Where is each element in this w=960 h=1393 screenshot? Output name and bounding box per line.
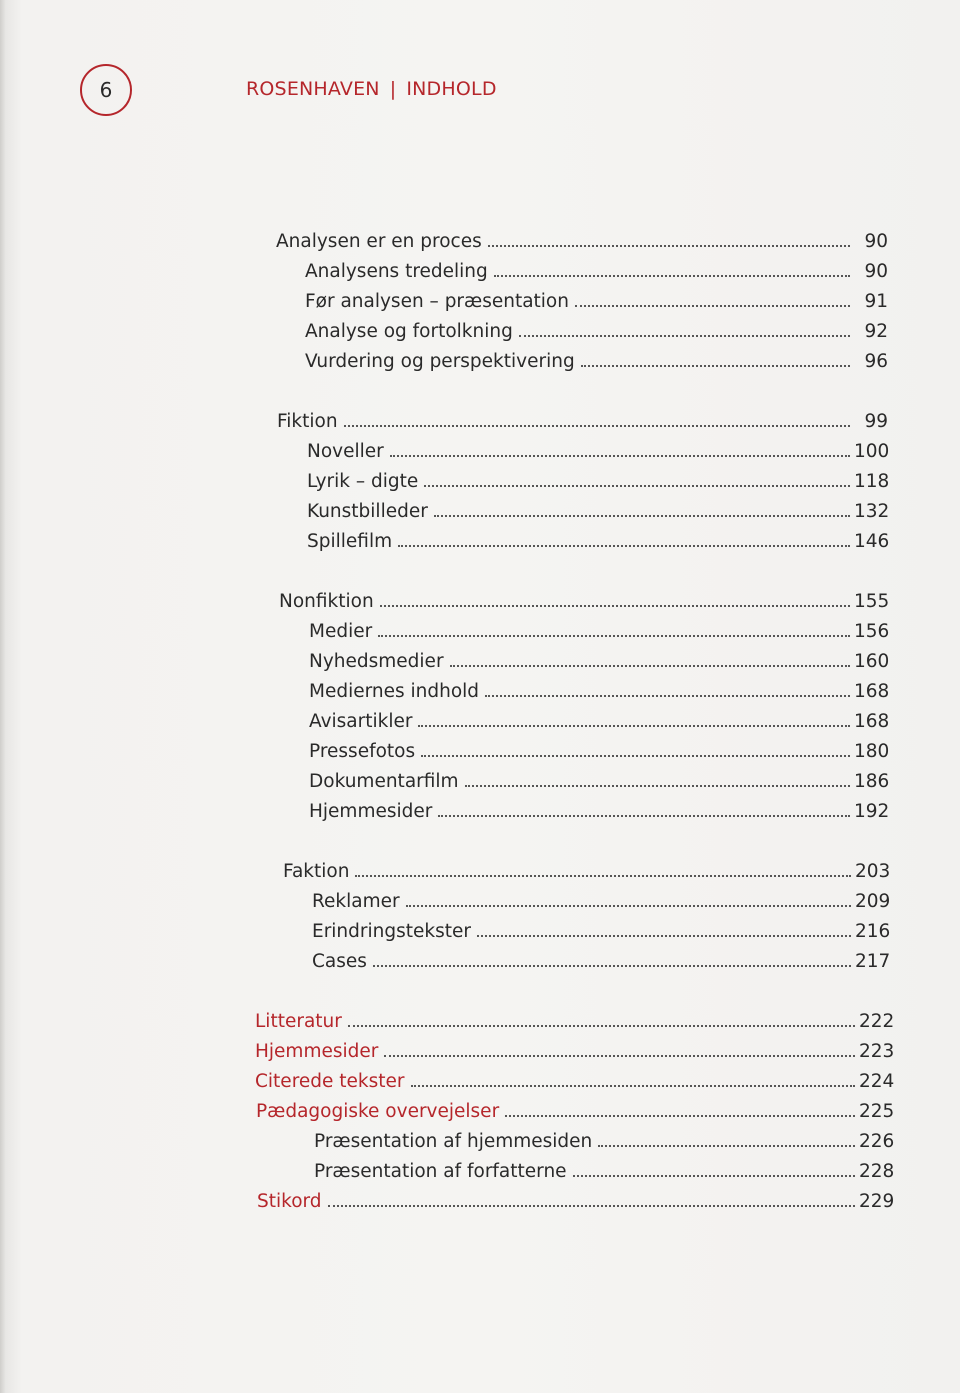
toc-leader-dots [434, 515, 850, 517]
toc-leader-dots [450, 665, 850, 667]
toc-leader-dots [488, 245, 850, 247]
toc-entry-title: Citerede tekster [255, 1071, 405, 1092]
toc-entry-page: 156 [854, 621, 890, 642]
toc-entry [307, 530, 888, 554]
toc-leader-dots [519, 335, 850, 337]
toc-entry-title: Nyhedsmedier [309, 651, 444, 672]
toc-entry-page: 192 [854, 801, 890, 822]
toc-entry-title: Stikord [257, 1191, 322, 1212]
toc-entry [305, 320, 888, 344]
toc-entry-title: Mediernes indhold [309, 681, 480, 702]
toc-entry-title: Præsentation af hjemmesiden [314, 1131, 593, 1152]
toc-entry-title: Hjemmesider [255, 1041, 379, 1062]
toc-entry [277, 410, 888, 434]
toc-entry-page: 217 [855, 951, 891, 972]
toc-entry-page: 146 [854, 531, 890, 552]
toc-entry-title: Faktion [283, 861, 350, 882]
toc-entry-page: 155 [854, 591, 890, 612]
toc-leader-dots [598, 1145, 855, 1147]
toc-leader-dots [465, 785, 850, 787]
toc-leader-dots [477, 935, 851, 937]
toc-leader-dots [406, 905, 851, 907]
page-number: 6 [99, 78, 113, 102]
toc-entry-title: Litteratur [255, 1011, 342, 1032]
toc-leader-dots [421, 755, 850, 757]
toc-entry [255, 1070, 893, 1094]
toc-entry [279, 590, 888, 614]
toc-entry-page: 91 [864, 291, 888, 312]
toc-entry-page: 228 [859, 1161, 895, 1182]
toc-entry-page: 92 [864, 321, 888, 342]
toc-entry-title: Pressefotos [309, 741, 416, 762]
toc-entry-title: Analyse og fortolkning [305, 321, 513, 342]
toc-entry-page: 209 [855, 891, 891, 912]
toc-entry [312, 950, 889, 974]
toc-entry-title: Før analysen – præsentation [305, 291, 569, 312]
toc-entry [255, 1040, 893, 1064]
toc-leader-dots [418, 725, 850, 727]
toc-leader-dots [344, 425, 850, 427]
toc-entry [305, 350, 888, 374]
toc-entry-page: 96 [864, 351, 888, 372]
toc-entry-title: Analysen er en proces [276, 231, 482, 252]
toc-leader-dots [505, 1115, 855, 1117]
toc-entry [257, 1190, 893, 1214]
toc-entry-page: 118 [854, 471, 890, 492]
toc-entry-title: Fiktion [277, 411, 338, 432]
toc-leader-dots [424, 485, 850, 487]
toc-entry [309, 710, 888, 734]
toc-entry-page: 225 [859, 1101, 895, 1122]
toc-leader-dots [390, 455, 850, 457]
toc-entry-page: 90 [864, 231, 888, 252]
toc-entry-title: Noveller [307, 441, 384, 462]
toc-leader-dots [438, 815, 850, 817]
toc-leader-dots [485, 695, 850, 697]
toc-leader-dots [355, 875, 851, 877]
toc-leader-dots [575, 305, 850, 307]
toc-entry-title: Cases [312, 951, 367, 972]
toc-leader-dots [348, 1025, 855, 1027]
toc-leader-dots [411, 1085, 855, 1087]
toc-entry-title: Vurdering og perspektivering [305, 351, 575, 372]
toc-entry-page: 99 [864, 411, 888, 432]
toc-entry-page: 216 [855, 921, 891, 942]
toc-entry [307, 500, 888, 524]
toc-entry-title: Analysens tredeling [305, 261, 488, 282]
toc-entry [305, 260, 888, 284]
toc-entry-title: Dokumentarfilm [309, 771, 459, 792]
toc-entry [314, 1160, 893, 1184]
toc-entry-title: Præsentation af forfatterne [314, 1161, 567, 1182]
toc-entry-page: 226 [859, 1131, 895, 1152]
toc-leader-dots [378, 635, 850, 637]
toc-entry-title: Avisartikler [309, 711, 413, 732]
toc-leader-dots [398, 545, 850, 547]
toc-entry-title: Medier [309, 621, 373, 642]
toc-leader-dots [494, 275, 850, 277]
toc-entry-title: Erindringstekster [312, 921, 471, 942]
toc-entry-title: Hjemmesider [309, 801, 433, 822]
toc-entry-title: Spillefilm [307, 531, 393, 552]
toc-entry-title: Lyrik – digte [307, 471, 419, 492]
toc-entry-page: 203 [855, 861, 891, 882]
toc-entry-page: 180 [854, 741, 890, 762]
book-title: ROSENHAVEN [246, 78, 380, 100]
toc-entry [312, 890, 889, 914]
toc-leader-dots [573, 1175, 855, 1177]
toc-entry-page: 100 [854, 441, 890, 462]
toc-entry [276, 230, 888, 254]
toc-entry [309, 650, 888, 674]
toc-entry [309, 770, 888, 794]
toc-entry [309, 740, 888, 764]
toc-leader-dots [384, 1055, 855, 1057]
toc-entry-page: 132 [854, 501, 890, 522]
toc-entry-page: 223 [859, 1041, 895, 1062]
toc-entry-page: 186 [854, 771, 890, 792]
toc-entry [312, 920, 889, 944]
toc-entry [314, 1130, 893, 1154]
toc-entry-page: 90 [864, 261, 888, 282]
toc-entry-title: Reklamer [312, 891, 400, 912]
section-title: INDHOLD [406, 78, 497, 100]
toc-entry [309, 680, 888, 704]
toc-leader-dots [380, 605, 850, 607]
toc-entry [309, 620, 888, 644]
toc-leader-dots [581, 365, 850, 367]
toc-entry-title: Nonfiktion [279, 591, 374, 612]
toc-entry-page: 222 [859, 1011, 895, 1032]
toc-entry [256, 1100, 893, 1124]
toc-entry-page: 168 [854, 711, 890, 732]
toc-leader-dots [328, 1205, 855, 1207]
toc-entry-title: Pædagogiske overvejelser [256, 1101, 500, 1122]
toc-entry [283, 860, 889, 884]
toc-entry [307, 470, 888, 494]
toc-entry-page: 168 [854, 681, 890, 702]
running-head-separator: | [389, 78, 397, 100]
toc-entry [309, 800, 888, 824]
toc-entry-title: Kunstbilleder [307, 501, 428, 522]
toc-entry [305, 290, 888, 314]
toc-entry-page: 160 [854, 651, 890, 672]
toc-entry [307, 440, 888, 464]
toc-leader-dots [373, 965, 851, 967]
toc-entry [255, 1010, 893, 1034]
toc-entry-page: 224 [859, 1071, 895, 1092]
toc-entry-page: 229 [859, 1191, 895, 1212]
